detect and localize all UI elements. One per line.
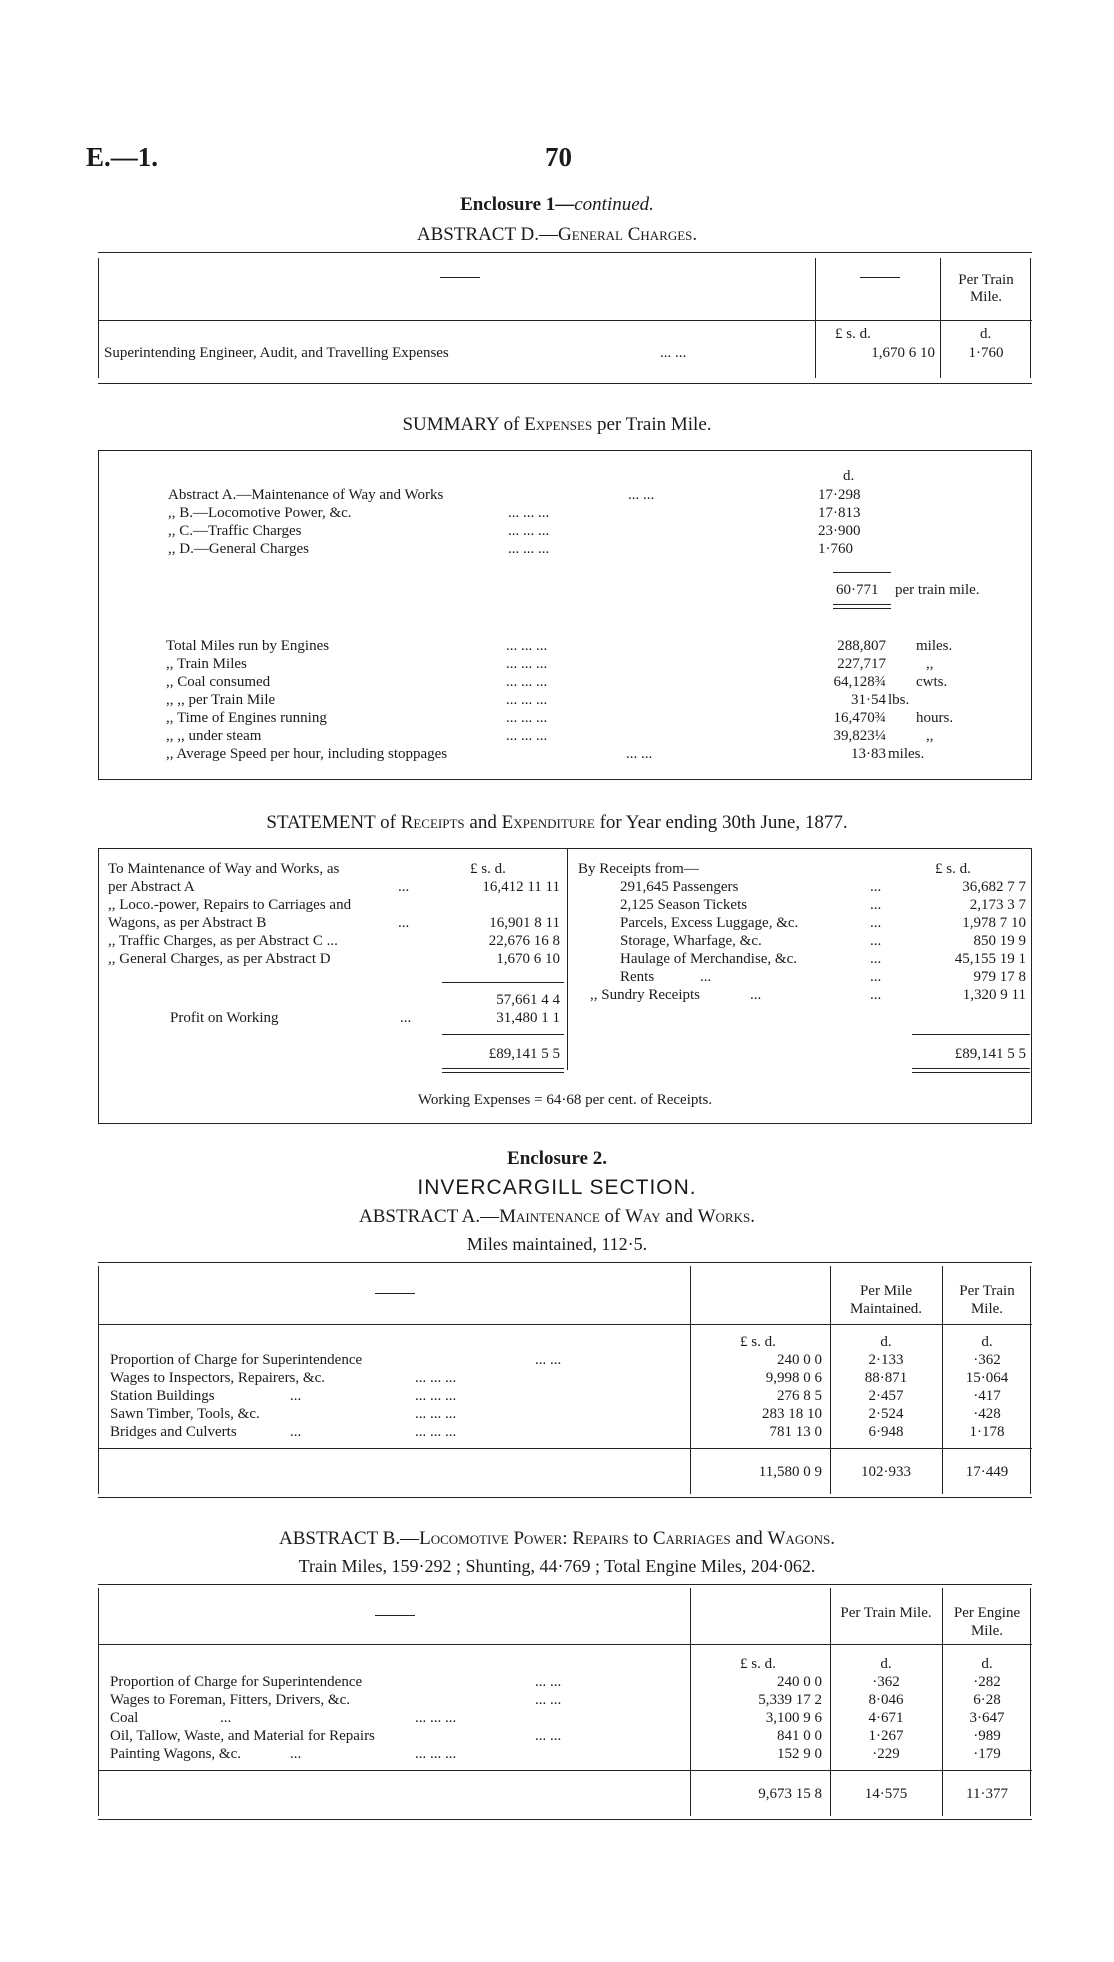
abstract-b-total-per-train: 14·575 (864, 1786, 908, 1802)
statement-right-row: Haulage of Merchandise, &c. ... 45,155 19 1 (620, 951, 1026, 967)
abstract-d-title: ABSTRACT D.—General Charges. (416, 224, 698, 245)
abstract-b-row: Oil, Tallow, Waste, and Material for Repairs ... ... 841 0 0 1·267 ·989 (110, 1728, 1001, 1744)
summary-row: ,, B.—Locomotive Power, &c. ... ... ... 17·813 (168, 505, 861, 521)
statement-profit-amount: 31,480 1 1 (496, 1010, 560, 1026)
abstract-b-total-amount: 9,673 15 8 (758, 1786, 822, 1802)
abstract-b-total-per-engine: 11·377 (966, 1786, 1008, 1802)
abstract-a-title: ABSTRACT A.—Maintenance of Way and Works. (359, 1206, 755, 1227)
abstract-b-per-train-header: Per Train Mile. (840, 1605, 932, 1621)
summary-title: SUMMARY of Expenses per Train Mile. (402, 414, 712, 435)
statement-profit-label: Profit on Working (170, 1010, 279, 1026)
statement-left-row: per Abstract A ... 16,412 11 11 (108, 879, 560, 895)
abstract-b-row: Proportion of Charge for Superintendence ... ... 240 0 0 ·362 ·282 (110, 1674, 1001, 1690)
enclosure2-title: Enclosure 2. (507, 1148, 607, 1169)
abstract-a-row: Proportion of Charge for Superintendence ... ... 240 0 0 2·133 ·362 (110, 1352, 1001, 1368)
abstract-b-rows (110, 1674, 1030, 1764)
abstract-a-rows (110, 1352, 1030, 1442)
summary-row: ,, C.—Traffic Charges ... ... ... 23·900 (168, 523, 861, 539)
statement-right-row: Rents ... ... 979 17 8 (620, 969, 1026, 985)
statement-left-row: ,, Traffic Charges, as per Abstract C ... 22,676 16 8 (108, 933, 560, 949)
summary-stat-row: ,, ,, per Train Mile ... ... ... 31·54 lbs. (166, 692, 910, 708)
statement-left-row: ,, General Charges, as per Abstract D 1,670 6 10 (108, 951, 560, 967)
abstract-a-subtitle: Miles maintained, 112·5. (466, 1234, 648, 1254)
abstract-d-units-d: d. (980, 326, 992, 342)
summary-row: ,, D.—General Charges ... ... ... 1·760 (168, 541, 853, 557)
abstract-a-units: £ s. d. (740, 1334, 776, 1350)
summary-stat-row: ,, Time of Engines running ... ... ... 16,470¾ hours. (166, 710, 954, 726)
abstract-b-row: Coal ... ... ... ... 3,100 9 6 4·671 3·647 (110, 1710, 1005, 1726)
abstract-b-row: Painting Wagons, &c. ... ... ... ... 152 9 0 ·229 ·179 (110, 1746, 1001, 1762)
abstract-a-row: Station Buildings ... ... ... ... 276 8 5 2·457 ·417 (110, 1388, 1001, 1404)
summary-stats (166, 638, 996, 764)
abstract-a-row: Sawn Timber, Tools, &c. ... ... ... 283 18 10 2·524 ·428 (110, 1406, 1001, 1422)
statement-working-expenses: Working Expenses = 64·68 per cent. of Receipts. (417, 1092, 713, 1108)
abstract-d-row-amount: 1,670 6 10 (871, 345, 935, 361)
statement-right-row: 2,125 Season Tickets ... 2,173 3 7 (620, 897, 1026, 913)
abstract-d-blank-header-2 (860, 268, 900, 286)
page-number: 70 (545, 142, 572, 172)
statement-left-subtotal: 57,661 4 4 (496, 992, 560, 1008)
statement-right-row: ,, Sundry Receipts ... ... 1,320 9 11 (590, 987, 1026, 1003)
abstract-b-row: Wages to Foreman, Fitters, Drivers, &c. ... ... 5,339 17 2 8·046 6·28 (110, 1692, 1001, 1708)
abstract-a-total-per-mile: 102·933 (861, 1464, 911, 1480)
summary-rows (168, 487, 868, 559)
statement-left-row: ,, Loco.-power, Repairs to Carriages and (108, 897, 352, 913)
statement-right-row: Storage, Wharfage, &c. ... 850 19 9 (620, 933, 1026, 949)
abstract-b-per-engine-header: Per Engine Mile. (953, 1605, 1021, 1639)
abstract-b-units: £ s. d. (740, 1656, 776, 1672)
statement-right-units: £ s. d. (935, 861, 971, 877)
statement-right-list (590, 879, 1030, 1005)
abstract-a-per-train-header: Per Train Mile. (959, 1283, 1015, 1317)
statement-title: STATEMENT of Receipts and Expenditure for Year ending 30th June, 1877. (266, 812, 848, 833)
abstract-d-blank-header (440, 268, 480, 286)
statement-right-total: £89,141 5 5 (954, 1046, 1026, 1062)
summary-total-suffix: per train mile. (895, 582, 980, 598)
abstract-a-total-per-train: 17·449 (965, 1464, 1009, 1480)
statement-left-list (108, 861, 564, 969)
statement-right-row: 291,645 Passengers ... 36,682 7 7 (620, 879, 1026, 895)
abstract-d-row-per-mile: 1·760 (968, 345, 1004, 361)
abstract-a-units-d: d. (880, 1334, 892, 1350)
summary-stat-row: Total Miles run by Engines ... ... ... 288,807 miles. (166, 638, 953, 654)
abstract-b-title: ABSTRACT B.—Locomotive Power: Repairs to Carriages and Wagons. (279, 1528, 835, 1549)
statement-left-units: £ s. d. (470, 861, 506, 877)
abstract-d-row-label: Superintending Engineer, Audit, and Travelling Expenses (104, 345, 449, 361)
summary-stat-row: ,, Average Speed per hour, including stoppages ... ... 13·83 miles. (166, 746, 925, 762)
statement-left-total: £89,141 5 5 (488, 1046, 560, 1062)
abstract-a-per-mile-header: Per Mile Maintained. (849, 1283, 923, 1317)
abstract-b-subtitle: Train Miles, 159·292 ; Shunting, 44·769 ; Total Engine Miles, 204·062. (298, 1556, 816, 1576)
abstract-a-total-amount: 11,580 0 9 (758, 1464, 822, 1480)
abstract-b-units-d: d. (880, 1656, 892, 1672)
abstract-a-blank-header (375, 1284, 415, 1302)
enclosure1-title: Enclosure 1—continued. (460, 194, 654, 215)
summary-total: 60·771 (836, 582, 879, 598)
section-code: E.—1. (86, 142, 159, 172)
statement-profit-dots: ... (400, 1010, 412, 1026)
abstract-d-row-dots: ... ... (660, 345, 687, 361)
statement-left-row: To Maintenance of Way and Works, as (108, 861, 340, 877)
statement-right-row: Parcels, Excess Luggage, &c. ... 1,978 7 10 (620, 915, 1026, 931)
section-title: INVERCARGILL SECTION. (417, 1176, 697, 1199)
summary-row: Abstract A.—Maintenance of Way and Works ... ... 17·298 (168, 487, 861, 503)
abstract-a-row: Wages to Inspectors, Repairers, &c. ... ... ... 9,998 0 6 88·871 15·064 (110, 1370, 1009, 1386)
abstract-b-units-d2: d. (981, 1656, 993, 1672)
statement-right-heading: By Receipts from— (578, 861, 699, 877)
abstract-d-per-train-header: Per Train Mile. (958, 272, 1014, 305)
abstract-b-blank-header (375, 1606, 415, 1624)
summary-stat-row: ,, ,, under steam ... ... ... 39,823¼ ,, (166, 728, 934, 744)
statement-left-row: Wagons, as per Abstract B ... 16,901 8 11 (108, 915, 560, 931)
summary-unit: d. (843, 468, 855, 484)
summary-stat-row: ,, Coal consumed ... ... ... 64,128¾ cwts. (166, 674, 948, 690)
abstract-a-units-d2: d. (981, 1334, 993, 1350)
abstract-a-row: Bridges and Culverts ... ... ... ... 781 13 0 6·948 1·178 (110, 1424, 1005, 1440)
abstract-d-units: £ s. d. (835, 326, 871, 342)
summary-stat-row: ,, Train Miles ... ... ... 227,717 ,, (166, 656, 934, 672)
